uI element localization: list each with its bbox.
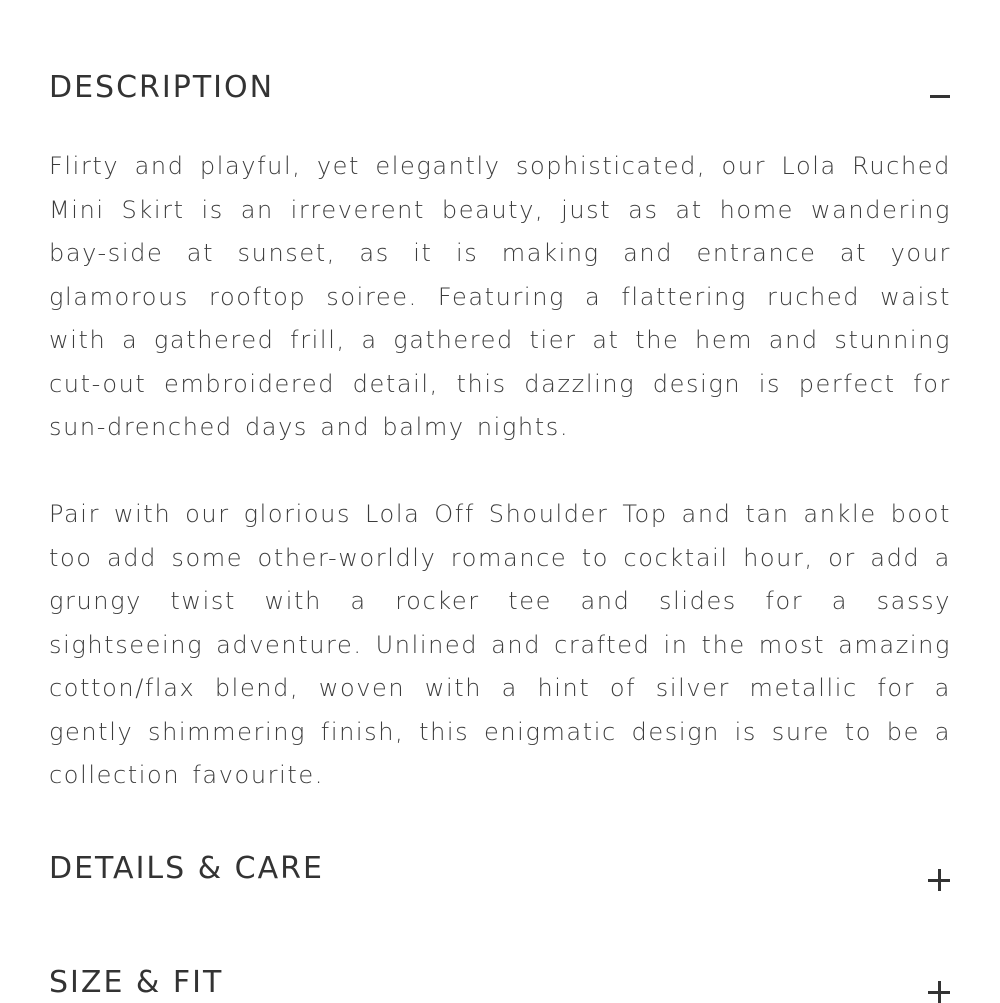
accordion-header-description[interactable] [49,70,951,106]
accordion-header-details-care[interactable] [49,851,951,887]
accordion-title-description: DESCRIPTION [49,70,275,105]
description-content [49,145,951,798]
accordion-size-fit [49,965,951,1001]
accordion-title-details-care: DETAILS & CARE [49,851,324,886]
description-paragraph-2: Pair with our glorious Lola Off Shoulder Top and tan ankle boot too add some other-worldly romance to cocktail hour, or add a grungy twist with a rocker tee and slides for a sassy sightseeing adventure. Unlined and crafted in the most amazing cotton/flax blend, woven with a hint of silver metallic for a gently shimmering finish, this enigmatic design is sure to be a collection favourite. [49,500,951,789]
minus-icon[interactable] [930,95,950,98]
description-paragraph-1: Flirty and playful, yet elegantly sophisticated, our Lola Ruched Mini Skirt is an irreverent beauty, just as at home wandering bay-side at sunset, as it is making and entrance at your glamorous rooftop soiree. Featuring a flattering ruched waist with a gathered frill, a gathered tier at the hem and stunning cut-out embroidered detail, this dazzling design is perfect for sun-drenched days and balmy nights. [49,152,951,441]
plus-icon[interactable] [928,869,950,891]
accordion-description [49,70,951,106]
accordion-details-care [49,851,951,887]
accordion-title-size-fit: SIZE & FIT [49,965,224,1000]
accordion-header-size-fit[interactable] [49,965,951,1001]
